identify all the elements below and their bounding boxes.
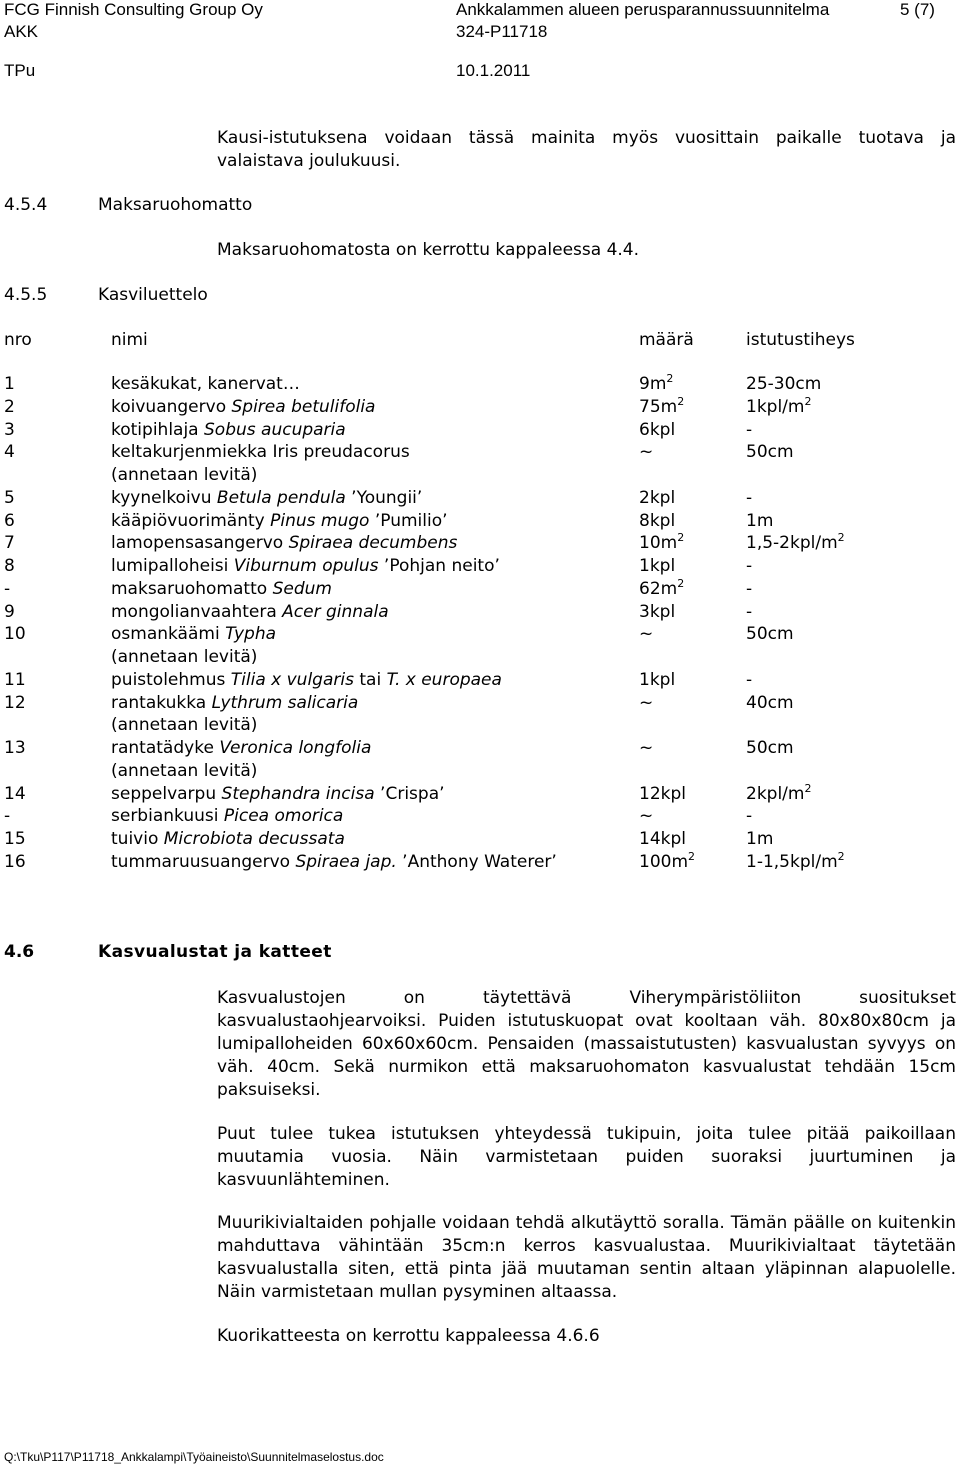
section-title-454: Maksaruohomatto <box>98 195 253 215</box>
plant-density: 25-30cm <box>746 374 822 394</box>
plant-name-cell <box>111 852 557 872</box>
table-row <box>0 465 960 488</box>
plant-quantity: ~ <box>639 806 654 827</box>
plant-name: kyynelkoivu <box>111 487 217 508</box>
header-name: nimi <box>111 330 148 350</box>
plant-name: (annetaan levitä) <box>111 760 258 781</box>
plant-name: rantatädyke <box>111 738 220 758</box>
plant-density-cell <box>746 781 812 804</box>
plant-density-cell <box>746 829 773 849</box>
plant-latin-name: Betula pendula <box>216 487 346 508</box>
plant-name-cell <box>111 465 257 485</box>
plant-number: 4 <box>4 442 15 463</box>
plant-latin-name: Acer ginnala <box>282 601 389 622</box>
sec46-paragraph-2: Puut tulee tukea istutuksen yhteydessä tukipuin, joita tulee pitää paikoillaan muutamia vuosia. Näin varmistetaan puiden suoraksi juurtuminen ja kasvuunlähteminen. <box>217 1124 956 1190</box>
plant-density: 50cm <box>746 624 794 645</box>
plant-name: mongolianvaahtera <box>111 601 283 622</box>
sec46-paragraph-4: Kuorikatteesta on kerrottu kappaleessa 4.6.6 <box>217 1326 600 1346</box>
table-row <box>0 442 960 465</box>
plant-density: 1,5-2kpl/m <box>746 533 838 554</box>
table-row <box>0 829 960 852</box>
plant-latin-name: Stephandra incisa <box>221 783 375 804</box>
plant-name-cell <box>111 784 445 804</box>
density-superscript: 2 <box>804 781 812 795</box>
sec46-paragraph-3: Muurikivialtaiden pohjalle voidaan tehdä alkutäyttö soralla. Tämän päälle on kuitenkin mahduttava vähintään 35cm:n kerros kasvualustaa. Muurikivialtaat täytetään kasvualustalla siten, että pinta jää muutaman sentin altaan yläpinnan alapuolelle. Näin varmistetaan mullan pysyminen altaassa. <box>217 1213 956 1302</box>
plant-quantity: ~ <box>639 624 654 645</box>
plant-quantity: 2kpl <box>639 487 676 508</box>
plant-latin-name: Picea omorica <box>223 806 344 827</box>
quantity-superscript: 2 <box>677 576 685 590</box>
plant-name: lamopensasangervo <box>111 533 289 554</box>
plant-name-cell <box>111 761 257 781</box>
plant-name: (annetaan levitä) <box>111 715 258 736</box>
plant-latin-name: Sobus aucuparia <box>204 419 346 440</box>
plant-density-cell <box>746 556 752 576</box>
plant-density-cell <box>746 602 752 622</box>
density-superscript: 2 <box>837 531 845 545</box>
plant-density-cell <box>746 420 752 440</box>
plant-name-cell <box>111 420 346 440</box>
plant-latin-name: Veronica longfolia <box>219 738 372 758</box>
plant-quantity-cell <box>639 511 675 531</box>
plant-name-cell <box>111 533 457 553</box>
plant-number: 6 <box>4 510 15 531</box>
plant-quantity: ~ <box>639 442 654 463</box>
plant-name: serbiankuusi <box>111 806 224 827</box>
plant-latin-name: Viburnum opulus <box>233 556 379 576</box>
plant-name: keltakurjenmiekka Iris preudacorus <box>111 442 410 463</box>
header-doc-title: Ankkalammen alueen perusparannussuunnitelma <box>456 0 830 19</box>
plant-latin-name: Lythrum salicaria <box>211 692 359 713</box>
plant-density: 40cm <box>746 692 794 713</box>
quantity-superscript: 2 <box>688 849 696 863</box>
plant-quantity-cell <box>639 806 653 826</box>
plant-quantity: 12kpl <box>639 783 686 804</box>
plant-quantity: 62m <box>639 578 678 599</box>
table-row <box>0 693 960 716</box>
plant-name: seppelvarpu <box>111 783 222 804</box>
plant-density-cell <box>746 849 845 872</box>
plant-quantity-cell <box>639 670 675 690</box>
footer-file-path: Q:\Tku\P117\P11718_Ankkalampi\Työaineisto\Suunnitelmaselostus.doc <box>4 1450 384 1464</box>
plant-name-cell <box>111 579 332 599</box>
plant-quantity-cell <box>639 738 653 758</box>
table-row <box>0 420 960 443</box>
plant-name: (annetaan levitä) <box>111 647 258 667</box>
quantity-superscript: 2 <box>666 372 674 385</box>
plant-quantity-cell <box>639 420 675 440</box>
plant-quantity: 1kpl <box>639 669 676 690</box>
density-superscript: 2 <box>804 394 812 408</box>
plant-density-cell <box>746 624 794 644</box>
plant-cultivar: ’Youngii’ <box>345 487 423 508</box>
plant-quantity: ~ <box>639 738 654 758</box>
plant-quantity: 14kpl <box>639 829 686 849</box>
plant-name-cell <box>111 511 448 531</box>
plant-quantity-cell <box>639 829 686 849</box>
header-unit: AKK <box>4 22 39 41</box>
section-number-455: 4.5.5 <box>4 285 48 305</box>
plant-quantity: ~ <box>639 692 654 713</box>
plant-density: - <box>746 556 753 576</box>
table-row <box>0 761 960 784</box>
plant-cultivar: ’Crispa’ <box>374 783 445 804</box>
plant-number: 15 <box>4 829 26 849</box>
plant-number: 13 <box>4 738 26 758</box>
plant-name-cell <box>111 488 422 508</box>
plant-density-cell <box>746 806 752 826</box>
plant-name-cell <box>111 647 257 667</box>
plant-density-cell <box>746 511 773 531</box>
plant-quantity-cell <box>639 442 653 462</box>
section-number-46: 4.6 <box>4 942 35 962</box>
plant-quantity: 3kpl <box>639 601 676 622</box>
plant-name-cell <box>111 397 375 417</box>
plant-number: 2 <box>4 396 15 417</box>
plant-latin-name: Spiraea decumbens <box>288 533 458 554</box>
plant-quantity: 9m <box>639 374 667 394</box>
plant-density: - <box>746 487 753 508</box>
header-nro: nro <box>4 330 32 350</box>
plant-name: kotipihlaja <box>111 419 205 440</box>
plant-latin-name: Pinus mugo <box>270 510 370 531</box>
plant-latin-name: Spirea betulifolia <box>231 396 376 417</box>
plant-number: 8 <box>4 556 15 576</box>
plant-density: 1m <box>746 829 774 849</box>
header-company: FCG Finnish Consulting Group Oy <box>4 0 263 19</box>
plant-name: rantakukka <box>111 692 212 713</box>
table-row <box>0 806 960 829</box>
density-superscript: 2 <box>837 849 845 863</box>
plant-name-cell <box>111 374 300 394</box>
plant-name: tummaruusuangervo <box>111 851 296 872</box>
section-number-454: 4.5.4 <box>4 195 48 215</box>
plant-quantity-cell <box>639 488 675 508</box>
plant-density-cell <box>746 442 794 462</box>
plant-density-cell <box>746 374 821 394</box>
plant-density: - <box>746 578 753 599</box>
plant-density: 1m <box>746 510 774 531</box>
table-row <box>0 624 960 647</box>
plant-name: osmankäämi <box>111 624 226 645</box>
header-page: 5 (7) <box>900 0 935 19</box>
sec46-paragraph-1: Kasvualustojen on täytettävä Viherympäristöliiton suositukset kasvualustaohjearvoiksi. Puiden istutuskuopat ovat kooltaan väh. 80x80x80cm ja lumipalloheiden 60x60x60cm. Pensaiden (massaistutusten) kasvualustan syvyys on väh. 40cm. Sekä nurmikon että maksaruohomaton kasvualustat tehdään 15cm paksuiseksi. <box>217 988 956 1100</box>
plant-density-cell <box>746 738 794 758</box>
plant-name: (annetaan levitä) <box>111 465 258 485</box>
table-row <box>0 374 960 397</box>
plant-quantity-cell <box>639 784 686 804</box>
header-author: TPu <box>4 61 36 80</box>
plant-quantity: 8kpl <box>639 510 676 531</box>
plant-cultivar: ’Anthony Waterer’ <box>396 851 557 872</box>
plant-name-cell <box>111 670 502 690</box>
plant-quantity: 75m <box>639 396 678 417</box>
plant-number: 11 <box>4 669 26 690</box>
plant-quantity: 6kpl <box>639 419 676 440</box>
plant-density-cell <box>746 533 845 553</box>
plant-name-cell <box>111 829 345 849</box>
plant-quantity-cell <box>639 849 696 872</box>
table-row <box>0 670 960 693</box>
plant-number: 9 <box>4 601 15 622</box>
plant-name-cell <box>111 624 276 644</box>
table-row <box>0 533 960 556</box>
plant-name-joiner: tai <box>353 669 387 690</box>
table-row <box>0 394 960 420</box>
plant-number: - <box>4 578 11 599</box>
plant-number: 16 <box>4 851 26 872</box>
plant-name-cell <box>111 738 371 758</box>
plant-quantity-cell <box>639 556 675 576</box>
plant-density-cell <box>746 579 752 599</box>
plant-density: 2kpl/m <box>746 783 805 804</box>
section-title-455: Kasviluettelo <box>98 285 208 305</box>
plant-table-header <box>0 330 960 353</box>
plant-number: 7 <box>4 533 15 554</box>
plant-number: 12 <box>4 692 26 713</box>
plant-name-cell <box>111 556 500 576</box>
table-row <box>0 647 960 670</box>
plant-number: 14 <box>4 783 26 804</box>
plant-quantity: 1kpl <box>639 556 676 576</box>
plant-name: tuivio <box>111 829 164 849</box>
plant-density: 1kpl/m <box>746 396 805 417</box>
table-row <box>0 556 960 579</box>
plant-name: kesäkukat, kanervat… <box>111 374 300 394</box>
plant-number: 3 <box>4 419 15 440</box>
quantity-superscript: 2 <box>677 394 685 408</box>
plant-density-cell <box>746 394 812 417</box>
plant-quantity-cell <box>639 533 684 553</box>
table-row <box>0 576 960 602</box>
section-text-454: Maksaruohomatosta on kerrottu kappaleessa 4.4. <box>217 240 640 260</box>
plant-density: 50cm <box>746 738 794 758</box>
plant-latin-name: Typha <box>225 624 277 645</box>
plant-name: koivuangervo <box>111 396 232 417</box>
plant-name: kääpiövuorimänty <box>111 510 271 531</box>
plant-density: - <box>746 806 753 827</box>
section-title-46: Kasvualustat ja katteet <box>98 942 332 962</box>
plant-quantity-cell <box>639 394 685 417</box>
plant-density: - <box>746 419 753 440</box>
table-row <box>0 738 960 761</box>
plant-number: 5 <box>4 487 15 508</box>
plant-name-cell <box>111 693 358 713</box>
plant-quantity-cell <box>639 624 653 644</box>
plant-number: 10 <box>4 624 26 645</box>
table-row <box>0 781 960 807</box>
plant-cultivar: ’Pumilio’ <box>369 510 448 531</box>
plant-cultivar: ’Pohjan neito’ <box>378 556 500 576</box>
plant-number: - <box>4 806 11 827</box>
table-row <box>0 488 960 511</box>
plant-density-cell <box>746 670 752 690</box>
header-density: istutustiheys <box>746 330 855 350</box>
header-date: 10.1.2011 <box>456 61 531 80</box>
plant-latin-name: Microbiota decussata <box>163 829 345 849</box>
plant-quantity-cell <box>639 602 675 622</box>
plant-name-cell <box>111 715 257 735</box>
table-row <box>0 715 960 738</box>
plant-name: puistolehmus <box>111 669 231 690</box>
plant-name-cell <box>111 442 410 462</box>
plant-latin-name: Tilia x vulgaris <box>230 669 354 690</box>
header-project-no: 324-P11718 <box>456 22 548 41</box>
plant-density: 50cm <box>746 442 794 463</box>
plant-latin-name-alt: T. x europaea <box>386 669 502 690</box>
plant-quantity-cell <box>639 576 685 599</box>
plant-quantity: 100m <box>639 851 689 872</box>
plant-latin-name: Sedum <box>272 578 332 599</box>
plant-density-cell <box>746 693 794 713</box>
plant-name: maksaruohomatto <box>111 578 273 599</box>
plant-latin-name: Spiraea jap. <box>295 851 397 872</box>
quantity-superscript: 2 <box>677 531 685 545</box>
plant-quantity: 10m <box>639 533 678 554</box>
plant-quantity-cell <box>639 374 673 394</box>
intro-paragraph: Kausi-istutuksena voidaan tässä mainita myös vuosittain paikalle tuotava ja valaistava joulukuusi. <box>217 128 956 171</box>
plant-number: 1 <box>4 374 15 394</box>
plant-density: 1-1,5kpl/m <box>746 851 838 872</box>
table-row <box>0 602 960 625</box>
table-row <box>0 849 960 875</box>
table-row <box>0 511 960 534</box>
plant-name-cell <box>111 602 389 622</box>
plant-quantity-cell <box>639 693 653 713</box>
header-qty: määrä <box>639 330 694 350</box>
plant-name-cell <box>111 806 343 826</box>
plant-density: - <box>746 601 753 622</box>
plant-name: lumipalloheisi <box>111 556 234 576</box>
plant-density: - <box>746 669 753 690</box>
plant-density-cell <box>746 488 752 508</box>
